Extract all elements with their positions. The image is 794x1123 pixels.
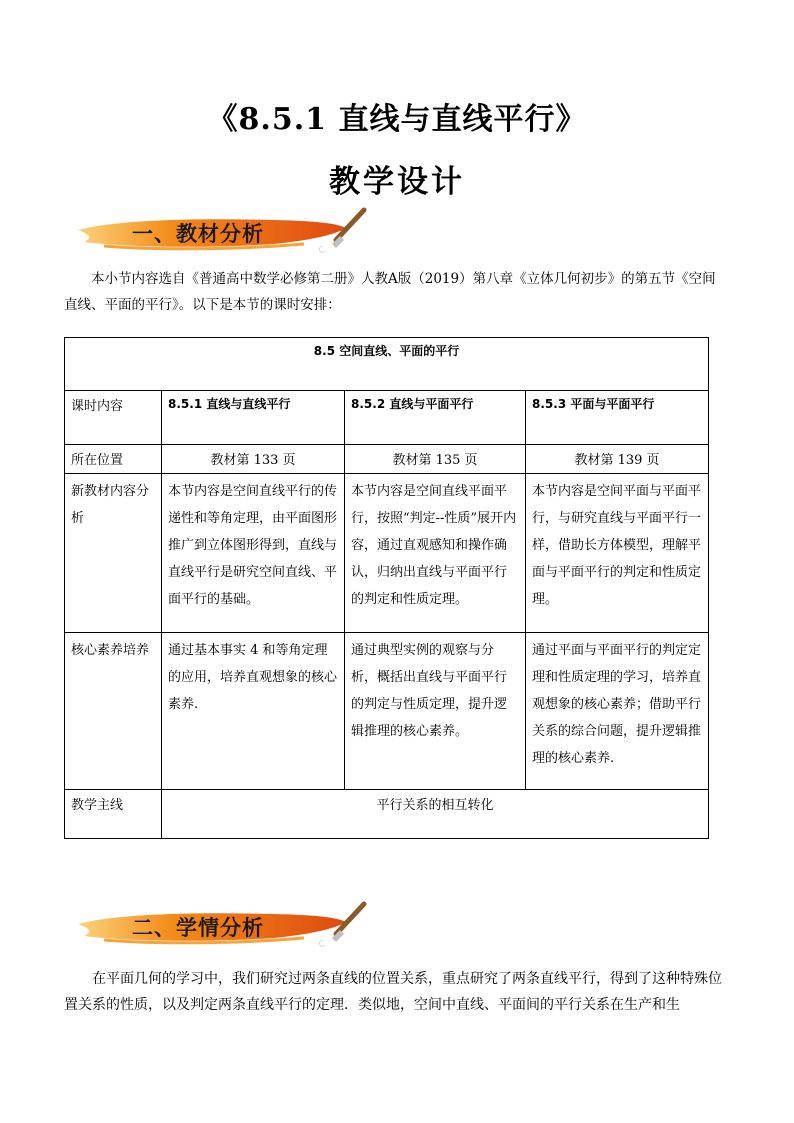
table-cell: 平行关系的相互转化 (162, 790, 709, 839)
table-cell: 通过平面与平面平行的判定定理和性质定理的学习，培养直观想象的核心素养；借助平行关系的综合问题，提升逻辑推理的核心素养. (526, 633, 709, 790)
table-cell: 8.5.2 直线与平面平行 (345, 391, 526, 445)
table-cell: 本节内容是空间直线平行的传递性和等角定理，由平面图形推广到立体图形得到，直线与直线平行是研究空间直线、平面平行的基础。 (162, 474, 345, 633)
section-banner-student-analysis (74, 900, 374, 954)
table-cell: 通过基本事实 4 和等角定理的应用，培养直观想象的核心素养. (162, 633, 345, 790)
table-cell: 本节内容是空间平面与平面平行，与研究直线与平面平行一样，借助长方体模型，理解平面与平面平行的判定和性质定理。 (526, 474, 709, 633)
table-cell: 教材第 133 页 (162, 445, 345, 474)
table-header: 8.5 空间直线、平面的平行 (65, 338, 709, 391)
table-cell: 8.5.3 平面与平面平行 (526, 391, 709, 445)
row-label: 所在位置 (65, 445, 162, 474)
row-label: 课时内容 (65, 391, 162, 445)
row-label: 教学主线 (65, 790, 162, 839)
svg-text:c: c (315, 241, 328, 257)
section-title: 二、学情分析 (132, 916, 264, 940)
svg-text:c: c (315, 935, 328, 951)
table-cell: 8.5.1 直线与直线平行 (162, 391, 345, 445)
lesson-schedule-table (64, 337, 709, 839)
table-row (65, 445, 709, 474)
section-banner-textbook-analysis (74, 206, 374, 260)
table-row (65, 790, 709, 839)
row-label: 核心素养培养 (65, 633, 162, 790)
table-row (65, 633, 709, 790)
table-row (65, 391, 709, 445)
table-cell: 本节内容是空间直线平面平行，按照“判定--性质”展开内容，通过直观感知和操作确认，归纳出直线与平面平行的判定和性质定理。 (345, 474, 526, 633)
intro-paragraph: 本小节内容选自《普通高中数学必修第二册》人教A版（2019）第八章《立体几何初步》的第五节《空间直线、平面的平行》。以下是本节的课时安排： (64, 271, 716, 313)
table-cell: 通过典型实例的观察与分析，概括出直线与平面平行的判定与性质定理，提升逻辑推理的核心素养。 (345, 633, 526, 790)
student-analysis-paragraph: 在平面几何的学习中，我们研究过两条直线的位置关系，重点研究了两条直线平行，得到了这种特殊位置关系的性质，以及判定两条直线平行的定理．类似地，空间中直线、平面间的平行关系在生产和生 (64, 971, 722, 1013)
table-cell: 教材第 135 页 (345, 445, 526, 474)
section-title: 一、教材分析 (132, 222, 264, 246)
table-cell: 教材第 139 页 (526, 445, 709, 474)
document-title: 《8.5.1 直线与直线平行》 (207, 102, 587, 137)
document-subtitle: 教学设计 (329, 164, 465, 200)
table-row (65, 474, 709, 633)
row-label: 新教材内容分析 (65, 474, 162, 633)
